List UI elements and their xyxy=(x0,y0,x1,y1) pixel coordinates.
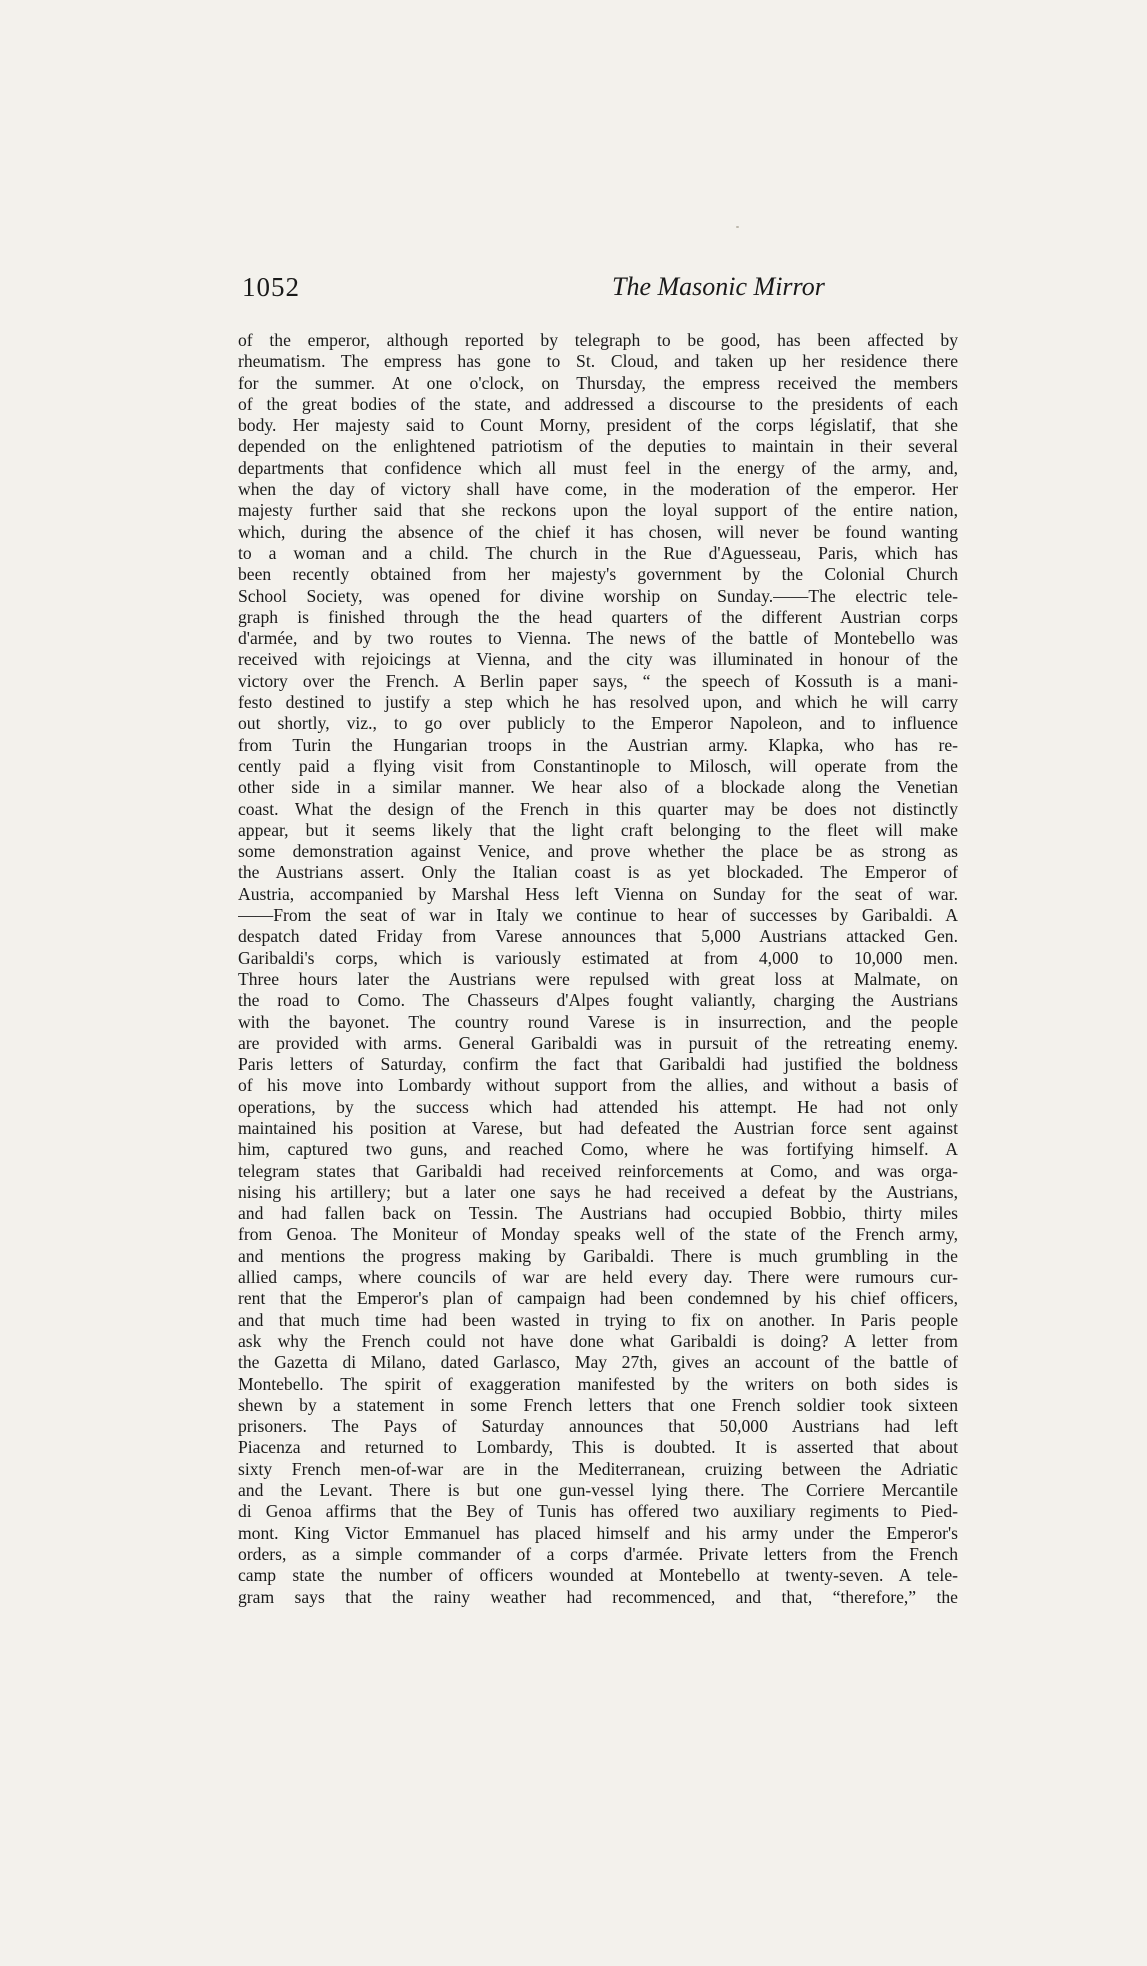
text-line: despatch dated Friday from Varese announces that 5,000 Austrians attacked Gen. xyxy=(238,926,958,947)
text-line: out shortly, viz., to go over publicly to the Emperor Napoleon, and to influence xyxy=(238,713,958,734)
text-line: ——From the seat of war in Italy we continue to hear of successes by Garibaldi. A xyxy=(238,905,958,926)
text-line: of his move into Lombardy without support from the allies, and without a basis of xyxy=(238,1075,958,1096)
text-line: of the emperor, although reported by telegraph to be good, has been affected by xyxy=(238,330,958,350)
text-line: and had fallen back on Tessin. The Austrians had occupied Bobbio, thirty miles xyxy=(238,1203,958,1224)
text-line: Montebello. The spirit of exaggeration manifested by the writers on both sides is xyxy=(238,1373,958,1394)
text-line: operations, by the success which had attended his attempt. He had not only xyxy=(238,1096,958,1117)
page-number: 1052 xyxy=(242,272,300,302)
page-header xyxy=(242,272,950,312)
text-line: departments that confidence which all must feel in the energy of the army, and, xyxy=(238,457,958,478)
text-line: of the great bodies of the state, and addressed a discourse to the presidents of each xyxy=(238,393,958,414)
text-line: graph is finished through the the head quarters of the different Austrian corps xyxy=(238,606,958,627)
text-line: nising his artillery; but a later one says he had received a defeat by the Austrians, xyxy=(238,1181,958,1202)
text-line: received with rejoicings at Vienna, and the city was illuminated in honour of the xyxy=(238,649,958,670)
text-line: him, captured two guns, and reached Como, where he was fortifying himself. A xyxy=(238,1139,958,1160)
text-line: with the bayonet. The country round Varese is in insurrection, and the people xyxy=(238,1011,958,1032)
text-line: to a woman and a child. The church in the Rue d'Aguesseau, Paris, which has xyxy=(238,542,958,563)
text-line: for the summer. At one o'clock, on Thursday, the empress received the members xyxy=(238,372,958,393)
text-line: gram says that the rainy weather had recommenced, and that, “therefore,” the xyxy=(238,1586,958,1607)
text-line: shewn by a statement in some French letters that one French soldier took sixteen xyxy=(238,1394,958,1415)
text-line: the Austrians assert. Only the Italian coast is as yet blockaded. The Emperor of xyxy=(238,862,958,883)
text-line: di Genoa affirms that the Bey of Tunis has offered two auxiliary regiments to Pied- xyxy=(238,1501,958,1522)
text-line: Paris letters of Saturday, confirm the fact that Garibaldi had justified the boldness xyxy=(238,1054,958,1075)
text-line: from Turin the Hungarian troops in the Austrian army. Klapka, who has re- xyxy=(238,734,958,755)
text-line: maintained his position at Varese, but had defeated the Austrian force sent against xyxy=(238,1117,958,1138)
text-line: Three hours later the Austrians were repulsed with great loss at Malmate, on xyxy=(238,968,958,989)
text-line: sixty French men-of-war are in the Mediterranean, cruizing between the Adriatic xyxy=(238,1458,958,1479)
text-line: the road to Como. The Chasseurs d'Alpes fought valiantly, charging the Austrians xyxy=(238,990,958,1011)
text-line: Garibaldi's corps, which is variously estimated at from 4,000 to 10,000 men. xyxy=(238,947,958,968)
text-line: Austria, accompanied by Marshal Hess left Vienna on Sunday for the seat of war. xyxy=(238,883,958,904)
text-line: rheumatism. The empress has gone to St. Cloud, and taken up her residence there xyxy=(238,351,958,372)
text-line: some demonstration against Venice, and prove whether the place be as strong as xyxy=(238,841,958,862)
text-line: the Gazetta di Milano, dated Garlasco, May 27th, gives an account of the battle of xyxy=(238,1352,958,1373)
text-line: School Society, was opened for divine worship on Sunday.——The electric tele- xyxy=(238,585,958,606)
text-line: victory over the French. A Berlin paper says, “ the speech of Kossuth is a mani- xyxy=(238,670,958,691)
text-line: been recently obtained from her majesty's government by the Colonial Church xyxy=(238,564,958,585)
text-line: mont. King Victor Emmanuel has placed himself and his army under the Emperor's xyxy=(238,1522,958,1543)
text-line: which, during the absence of the chief it has chosen, will never be found wanting xyxy=(238,521,958,542)
text-line: body. Her majesty said to Count Morny, president of the corps législatif, that she xyxy=(238,415,958,436)
text-line: coast. What the design of the French in this quarter may be does not distinctly xyxy=(238,798,958,819)
text-line: cently paid a flying visit from Constantinople to Milosch, will operate from the xyxy=(238,755,958,776)
text-line: are provided with arms. General Garibaldi was in pursuit of the retreating enemy. xyxy=(238,1032,958,1053)
text-line: d'armée, and by two routes to Vienna. The news of the battle of Montebello was xyxy=(238,628,958,649)
text-line: prisoners. The Pays of Saturday announces that 50,000 Austrians had left xyxy=(238,1416,958,1437)
text-line: Piacenza and returned to Lombardy, This is doubted. It is asserted that about xyxy=(238,1437,958,1458)
text-line: majesty further said that she reckons upon the loyal support of the entire nation, xyxy=(238,500,958,521)
text-line: festo destined to justify a step which he has resolved upon, and which he will carry xyxy=(238,692,958,713)
text-line: and that much time had been wasted in trying to fix on another. In Paris people xyxy=(238,1309,958,1330)
text-line: allied camps, where councils of war are held every day. There were rumours cur- xyxy=(238,1267,958,1288)
body-text xyxy=(238,330,958,1608)
text-line: other side in a similar manner. We hear also of a blockade along the Venetian xyxy=(238,777,958,798)
text-line: appear, but it seems likely that the light craft belonging to the fleet will make xyxy=(238,819,958,840)
text-line: and the Levant. There is but one gun-vessel lying there. The Corriere Mercantile xyxy=(238,1480,958,1501)
text-line: when the day of victory shall have come, in the moderation of the emperor. Her xyxy=(238,479,958,500)
text-line: depended on the enlightened patriotism of the deputies to maintain in their several xyxy=(238,436,958,457)
text-line: from Genoa. The Moniteur of Monday speaks well of the state of the French army, xyxy=(238,1224,958,1245)
text-line: camp state the number of officers wounded at Montebello at twenty-seven. A tele- xyxy=(238,1565,958,1586)
text-line: orders, as a simple commander of a corps d'armée. Private letters from the French xyxy=(238,1543,958,1564)
scan-speck xyxy=(736,226,739,228)
text-line: ask why the French could not have done what Garibaldi is doing? A letter from xyxy=(238,1330,958,1351)
text-line: rent that the Emperor's plan of campaign had been condemned by his chief officers, xyxy=(238,1288,958,1309)
running-title: The Masonic Mirror xyxy=(612,272,825,301)
text-line: and mentions the progress making by Garibaldi. There is much grumbling in the xyxy=(238,1245,958,1266)
text-line: telegram states that Garibaldi had received reinforcements at Como, and was orga- xyxy=(238,1160,958,1181)
